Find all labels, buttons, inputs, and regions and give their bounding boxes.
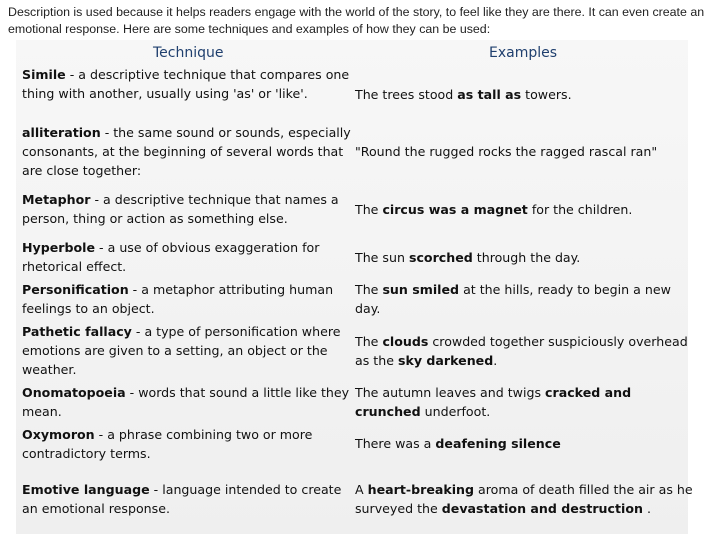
technique-definition: - a descriptive technique that compares one thing with another, usually using 'as' or 'like'. (22, 67, 350, 101)
example-emphasis: sky darkened (397, 353, 494, 368)
example-emphasis: deafening silence (435, 436, 561, 451)
example-emphasis: sun smiled (382, 282, 460, 297)
example-text: There was a (355, 436, 436, 451)
example-text: The autumn leaves and twigs (355, 385, 546, 400)
technique-hyperbole (22, 238, 356, 276)
technique-emotive-language (22, 480, 356, 518)
header-examples: Examples (489, 45, 558, 61)
example-oxymoron (355, 434, 695, 453)
technique-term: alliteration (22, 125, 101, 140)
example-text: at the hills, ready to begin a new day. (355, 282, 671, 316)
technique-term: Onomatopoeia (22, 385, 126, 400)
technique-term: Metaphor (22, 192, 91, 207)
header-technique: Technique (153, 45, 224, 61)
example-text: The trees stood (355, 87, 458, 102)
technique-term: Personification (22, 282, 129, 297)
example-emphasis: as tall as (457, 87, 522, 102)
technique-definition: - language intended to create an emotional response. (22, 482, 342, 516)
example-text: The (355, 282, 383, 297)
example-emphasis: devastation and destruction (441, 501, 643, 516)
technique-definition: - a phrase combining two or more contradictory terms. (22, 427, 313, 461)
example-emphasis: clouds (382, 334, 429, 349)
example-text: towers. (521, 87, 572, 102)
technique-term: Emotive language (22, 482, 150, 497)
example-text: The (355, 202, 383, 217)
technique-definition: - a type of personification where emotions are given to a setting, an object or the weather. (22, 324, 341, 377)
example-text: "Round the rugged rocks the ragged rascal ran" (355, 144, 658, 159)
technique-definition: - words that sound a little like they mean. (22, 385, 350, 419)
technique-onomatopoeia (22, 383, 356, 421)
example-text: . (642, 501, 651, 516)
technique-term: Hyperbole (22, 240, 96, 255)
example-text: crowded together suspiciously overhead as the (355, 334, 688, 368)
example-hyperbole (355, 248, 695, 267)
technique-metaphor (22, 190, 356, 228)
example-alliteration (355, 142, 695, 161)
technique-term: Simile (22, 67, 66, 82)
example-emotive-language (355, 480, 695, 518)
technique-definition: - a use of obvious exaggeration for rhetorical effect. (22, 240, 320, 274)
example-emphasis: heart-breaking (367, 482, 475, 497)
example-text: underfoot. (420, 404, 491, 419)
technique-pathetic-fallacy (22, 322, 356, 379)
technique-oxymoron (22, 425, 356, 463)
example-text: for the children. (527, 202, 633, 217)
technique-definition: - a descriptive technique that names a person, thing or action as something else. (22, 192, 339, 226)
technique-definition: - a metaphor attributing human feelings to an object. (22, 282, 334, 316)
example-emphasis: cracked and crunched (355, 385, 632, 419)
example-text: The sun (355, 250, 409, 265)
example-onomatopoeia (355, 383, 695, 421)
technique-term: Pathetic fallacy (22, 324, 132, 339)
example-personification (355, 280, 695, 318)
example-text: through the day. (472, 250, 581, 265)
example-text: The (355, 334, 383, 349)
example-metaphor (355, 200, 695, 219)
example-emphasis: scorched (408, 250, 473, 265)
technique-definition: - the same sound or sounds, especially consonants, at the beginning of several words that are close together: (22, 125, 351, 178)
example-text: . (493, 353, 498, 368)
example-pathetic-fallacy (355, 332, 695, 370)
technique-personification (22, 280, 356, 318)
example-text: aroma of death filled the air as he surveyed the (355, 482, 693, 516)
technique-alliteration (22, 123, 356, 180)
intro-paragraph: Description is used because it helps readers engage with the world of the story, to feel like they are there. It can even create an emotional response. Here are some techniques and examples of how they can be used: (8, 5, 705, 36)
example-emphasis: circus was a magnet (382, 202, 528, 217)
technique-simile (22, 65, 356, 103)
example-text: A (355, 482, 368, 497)
technique-term: Oxymoron (22, 427, 95, 442)
example-simile (355, 85, 695, 104)
